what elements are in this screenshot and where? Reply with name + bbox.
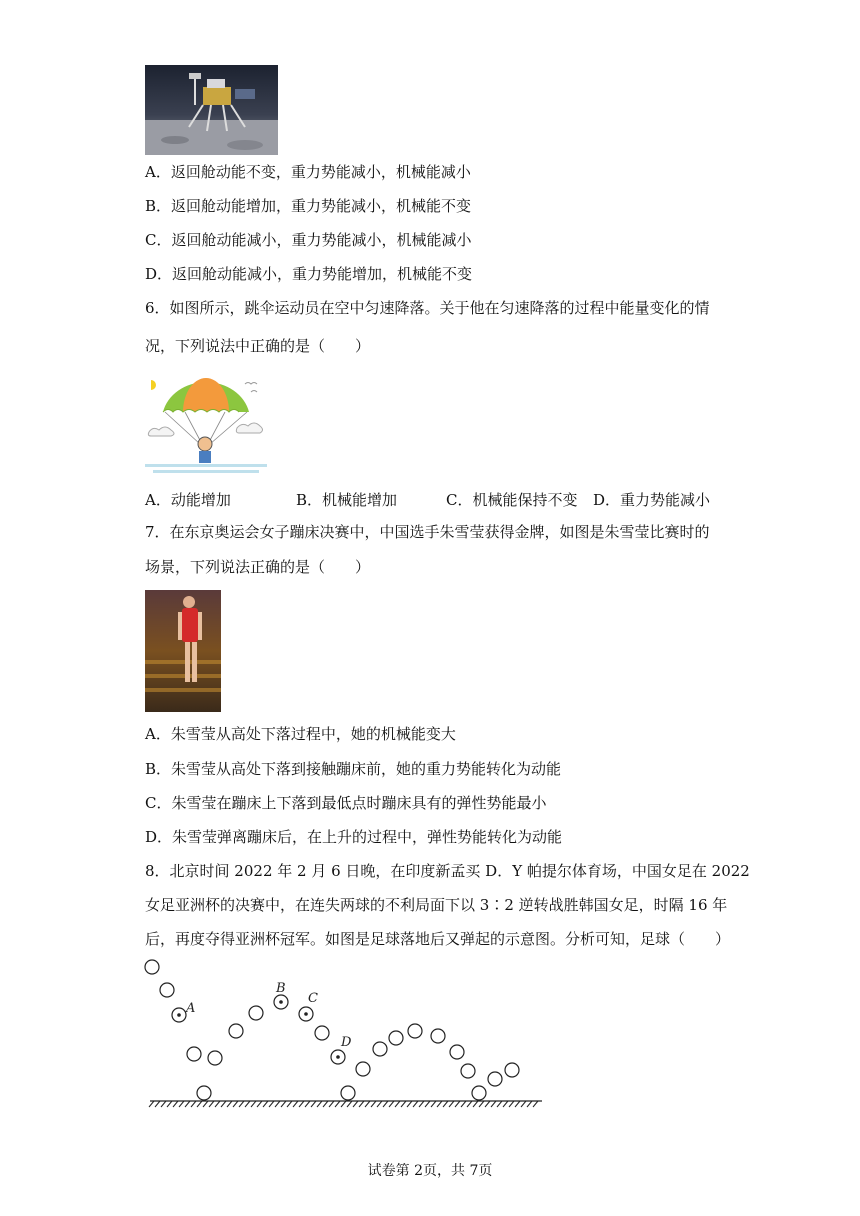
parachute-image [145,372,267,478]
label-a: A [186,1001,196,1016]
q7-stem-line2: 场景，下列说法正确的是（ ） [145,558,371,576]
q7-option-c: C．朱雪莹在蹦床上下落到最低点时蹦床具有的弹性势能最小 [145,794,547,812]
q5-option-d: D．返回舱动能减小，重力势能增加，机械能不变 [145,265,473,283]
label-c: C [308,991,318,1006]
q6-stem-line1: 6．如图所示，跳伞运动员在空中匀速降落。关于他在匀速降落的过程中能量变化的情 [145,299,710,317]
q6-stem-line2: 况，下列说法中正确的是（ ） [145,337,371,355]
lander-image [145,65,278,155]
bouncing-ball-diagram [140,950,550,1110]
q5-option-b: B．返回舱动能增加，重力势能减小，机械能不变 [145,197,472,215]
q7-option-b: B．朱雪莹从高处下落到接触蹦床前，她的重力势能转化为动能 [145,760,562,778]
q6-option-d: D．重力势能减小 [593,491,711,509]
q5-option-a: A．返回舱动能不变，重力势能减小，机械能减小 [145,163,471,181]
label-b: B [276,981,286,996]
q7-option-a: A．朱雪莹从高处下落过程中，她的机械能变大 [145,725,456,743]
label-d: D [341,1035,352,1050]
trampoline-image [145,590,221,712]
q8-stem-line1: 8．北京时间 2022 年 2 月 6 日晚，在印度新孟买 D．Y 帕提尔体育场，中国女足在 2022 [145,862,750,880]
page-footer: 试卷第 2页，共 7页 [367,1163,493,1179]
q8-stem-line2: 女足亚洲杯的决赛中，在连失两球的不利局面下以 3∶2 逆转战胜韩国女足，时隔 16 年 [145,896,728,914]
q7-stem-line1: 7．在东京奥运会女子蹦床决赛中，中国选手朱雪莹获得金牌，如图是朱雪莹比赛时的 [145,523,710,541]
q5-option-c: C．返回舱动能减小，重力势能减小，机械能减小 [145,231,472,249]
q7-option-d: D．朱雪莹弹离蹦床后，在上升的过程中，弹性势能转化为动能 [145,828,563,846]
q8-stem-line3: 后，再度夺得亚洲杯冠军。如图是足球落地后又弹起的示意图。分析可知，足球（ ） [145,930,731,948]
q6-option-b: B．机械能增加 [296,491,398,509]
q6-option-c: C．机械能保持不变 [446,491,578,509]
q6-option-a: A．动能增加 [145,491,231,509]
